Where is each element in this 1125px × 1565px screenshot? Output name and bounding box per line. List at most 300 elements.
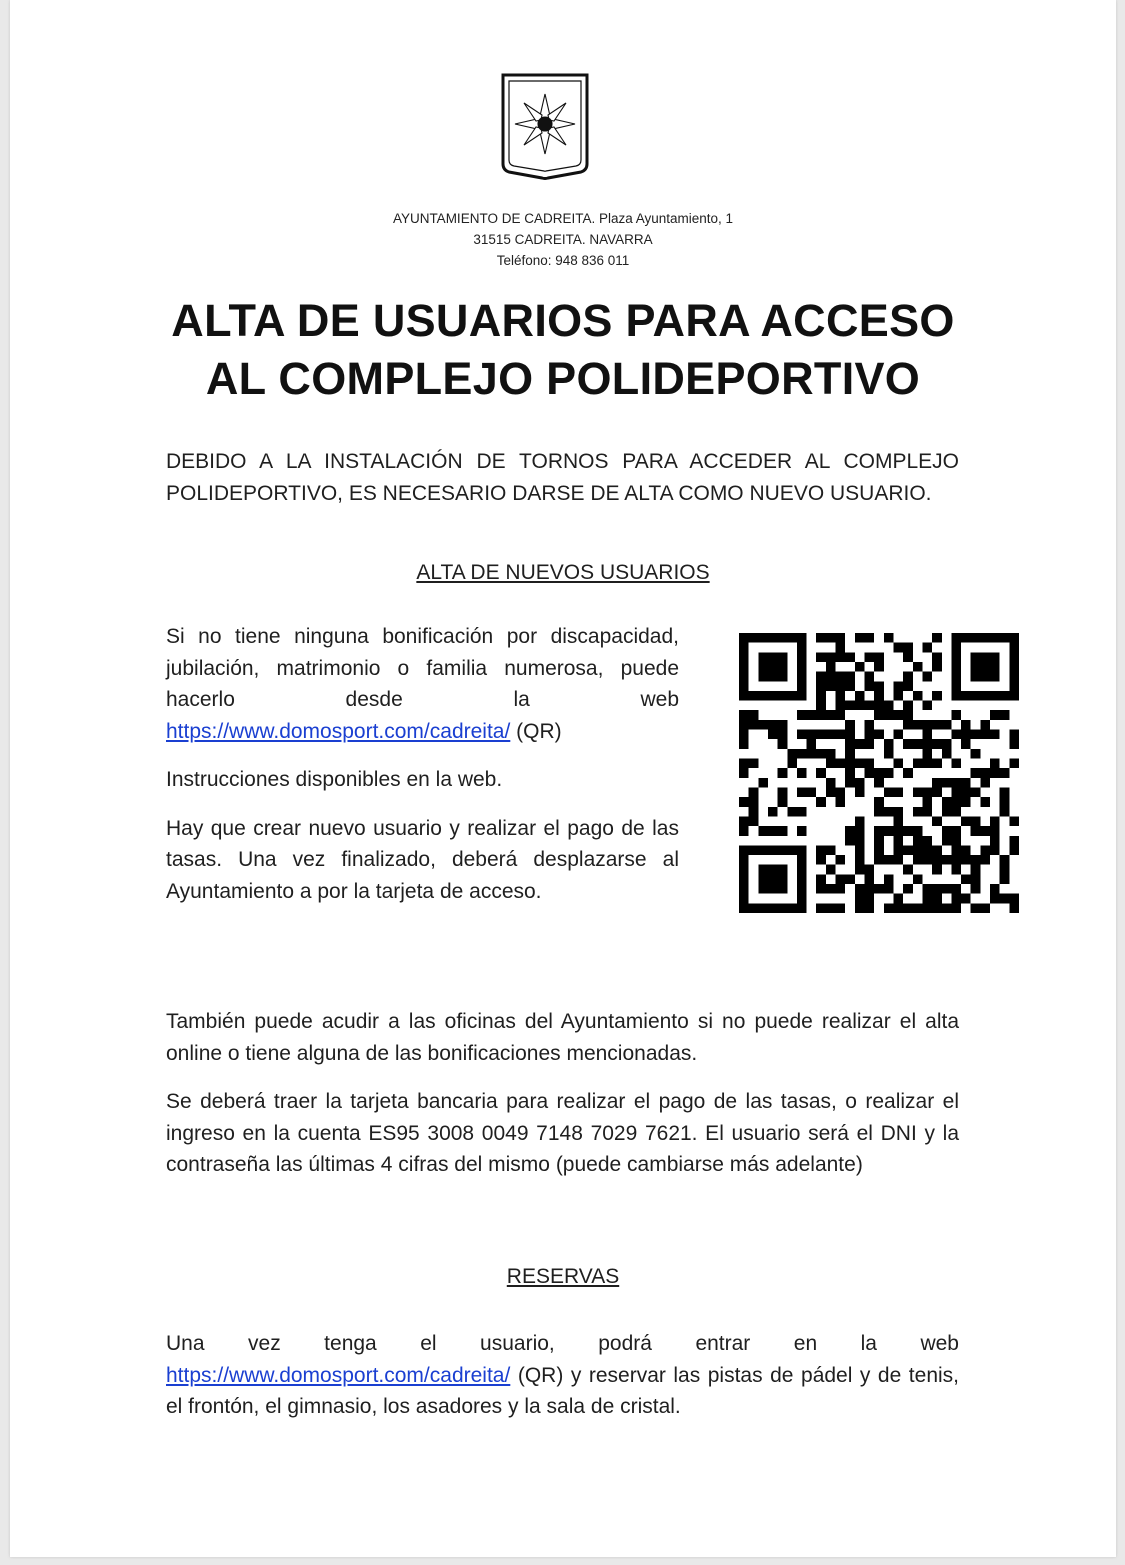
qr-module [874, 730, 884, 740]
qr-module [758, 662, 768, 672]
qr-module [893, 681, 903, 691]
qr-module [836, 730, 846, 740]
qr-module [826, 865, 836, 875]
qr-module [797, 768, 807, 778]
qr-module [855, 903, 865, 913]
qr-module [951, 845, 961, 855]
qr-module [932, 903, 942, 913]
qr-module [758, 720, 768, 730]
qr-module [826, 652, 836, 662]
domosport-reservations-link[interactable]: https://www.domosport.com/cadreita/ [166, 1363, 511, 1387]
qr-module [778, 768, 788, 778]
qr-module [778, 865, 788, 875]
qr-module [980, 691, 990, 701]
qr-module [980, 720, 990, 730]
qr-module [922, 797, 932, 807]
qr-module [971, 787, 981, 797]
intro-text: DEBIDO A LA INSTALACIÓN DE TORNOS PARA ACCEDER AL COMPLEJO POLIDEPORTIVO, ES NECESARIO DARSE DE ALTA COMO NUEVO USUARIO. [166, 450, 959, 505]
qr-module [913, 845, 923, 855]
qr-module [942, 807, 952, 817]
reservations-text: Una vez tenga el usuario, podrá entrar en la web [166, 1332, 959, 1355]
qr-module [951, 672, 961, 682]
qr-module [951, 633, 961, 643]
qr-module [971, 768, 981, 778]
qr-module [845, 759, 855, 769]
qr-module [961, 845, 971, 855]
qr-module [903, 710, 913, 720]
qr-module [922, 720, 932, 730]
section-heading-new-users: ALTA DE NUEVOS USUARIOS [416, 561, 710, 584]
qr-module [903, 643, 913, 653]
qr-module [855, 662, 865, 672]
qr-module [845, 836, 855, 846]
qr-module [758, 874, 768, 884]
qr-module [874, 691, 884, 701]
qr-module [797, 894, 807, 904]
qr-module [797, 730, 807, 740]
qr-module [739, 720, 749, 730]
qr-module [739, 759, 749, 769]
qr-module [855, 836, 865, 846]
qr-module [1009, 759, 1019, 769]
title-line-1: ALTA DE USUARIOS PARA ACCESO [171, 295, 955, 346]
qr-module [758, 865, 768, 875]
qr-module [739, 643, 749, 653]
qr-module [980, 662, 990, 672]
qr-module [855, 855, 865, 865]
qr-module [990, 768, 1000, 778]
qr-module [836, 787, 846, 797]
qr-module [971, 874, 981, 884]
qr-code-icon [739, 633, 1019, 913]
qr-module [836, 681, 846, 691]
qr-module [932, 739, 942, 749]
qr-module [797, 845, 807, 855]
qr-module [845, 701, 855, 711]
qr-module [913, 903, 923, 913]
qr-module [942, 720, 952, 730]
qr-module [874, 797, 884, 807]
qr-module [826, 903, 836, 913]
qr-module [768, 691, 778, 701]
qr-module [758, 903, 768, 913]
qr-module [961, 691, 971, 701]
qr-module [739, 710, 749, 720]
qr-module [990, 662, 1000, 672]
qr-module [971, 865, 981, 875]
qr-module [990, 894, 1000, 904]
qr-module [797, 884, 807, 894]
qr-module [836, 633, 846, 643]
qr-module [942, 903, 952, 913]
qr-module [951, 855, 961, 865]
qr-module [865, 884, 875, 894]
instructions-text: Si no tiene ninguna bonificación por discapacidad, jubilación, matrimonio o familia numerosa, puede hacerlo desde la web [166, 625, 679, 711]
qr-module [932, 884, 942, 894]
qr-module [913, 691, 923, 701]
qr-module [826, 633, 836, 643]
qr-reference-text: (QR) [510, 719, 562, 743]
qr-module [922, 749, 932, 759]
qr-module [739, 826, 749, 836]
qr-module [836, 797, 846, 807]
qr-module [922, 759, 932, 769]
qr-module [865, 759, 875, 769]
qr-module [797, 662, 807, 672]
qr-module [749, 691, 759, 701]
qr-module [845, 720, 855, 730]
qr-module [758, 884, 768, 894]
qr-module [1000, 865, 1010, 875]
qr-module [913, 836, 923, 846]
qr-module [951, 865, 961, 875]
qr-module [1000, 691, 1010, 701]
qr-module [874, 701, 884, 711]
qr-module [951, 691, 961, 701]
qr-module [913, 739, 923, 749]
qr-module [778, 672, 788, 682]
qr-module [797, 749, 807, 759]
qr-module [1009, 836, 1019, 846]
qr-module [932, 787, 942, 797]
qr-module [913, 759, 923, 769]
qr-module [845, 730, 855, 740]
qr-module [855, 787, 865, 797]
qr-module [903, 720, 913, 730]
qr-module [816, 681, 826, 691]
qr-module [980, 778, 990, 788]
qr-module [1000, 874, 1010, 884]
section-heading-reservations: RESERVAS [506, 1265, 620, 1288]
qr-module [1000, 633, 1010, 643]
instructions-paragraph [166, 621, 679, 747]
qr-module [922, 836, 932, 846]
qr-module [865, 894, 875, 904]
title-line-2: AL COMPLEJO POLIDEPORTIVO [205, 353, 921, 404]
qr-module [903, 652, 913, 662]
qr-module [874, 652, 884, 662]
qr-module [971, 855, 981, 865]
qr-module [865, 652, 875, 662]
qr-module [768, 633, 778, 643]
qr-module [739, 865, 749, 875]
qr-module [768, 865, 778, 875]
payment-instructions: Hay que crear nuevo usuario y realizar el pago de las tasas. Una vez finalizado, deberá desplazarse al Ayuntamiento a por la tarjeta de acceso. [166, 816, 679, 903]
qr-module [749, 633, 759, 643]
qr-module [816, 768, 826, 778]
address-line-2: 31515 CADREITA. NAVARRA [473, 232, 653, 247]
qr-module [739, 894, 749, 904]
qr-module [990, 633, 1000, 643]
qr-module [768, 874, 778, 884]
qr-module [971, 730, 981, 740]
qr-module [749, 903, 759, 913]
qr-module [932, 894, 942, 904]
qr-module [768, 662, 778, 672]
qr-module [1009, 681, 1019, 691]
qr-module [749, 720, 759, 730]
qr-module [855, 691, 865, 701]
qr-module [758, 778, 768, 788]
qr-module [865, 720, 875, 730]
qr-module [758, 845, 768, 855]
qr-module [787, 807, 797, 817]
qr-module [758, 691, 768, 701]
qr-module [739, 903, 749, 913]
qr-module [816, 874, 826, 884]
qr-module [874, 855, 884, 865]
qr-module [893, 759, 903, 769]
qr-module [961, 633, 971, 643]
phone-line: Teléfono: 948 836 011 [496, 253, 630, 268]
qr-module [826, 730, 836, 740]
qr-module [739, 691, 749, 701]
qr-module [797, 643, 807, 653]
qr-module [758, 652, 768, 662]
qr-module [922, 884, 932, 894]
qr-module [884, 710, 894, 720]
page-title [10, 292, 1116, 408]
qr-module [836, 884, 846, 894]
qr-module [797, 865, 807, 875]
qr-module [932, 759, 942, 769]
municipal-address [10, 208, 1116, 271]
qr-module [836, 855, 846, 865]
web-instructions-note: Instrucciones disponibles en la web. [166, 768, 503, 791]
qr-module [826, 778, 836, 788]
qr-module [990, 672, 1000, 682]
qr-module [990, 652, 1000, 662]
qr-module [845, 778, 855, 788]
reservations-facilities-text: (QR) y reservar las pistas de pádel y de tenis, el frontón, el gimnasio, los asadores y la sala de cristal. [166, 1363, 959, 1418]
qr-module [961, 797, 971, 807]
qr-module [749, 787, 759, 797]
qr-module [739, 797, 749, 807]
qr-module [980, 855, 990, 865]
qr-module [855, 865, 865, 875]
qr-module [855, 826, 865, 836]
qr-module [1009, 845, 1019, 855]
qr-module [778, 787, 788, 797]
qr-module [826, 662, 836, 672]
qr-module [845, 652, 855, 662]
qr-module [932, 720, 942, 730]
qr-module [816, 884, 826, 894]
qr-module [739, 874, 749, 884]
qr-module [836, 903, 846, 913]
qr-module [961, 730, 971, 740]
qr-module [845, 749, 855, 759]
qr-module [951, 903, 961, 913]
qr-module [1009, 662, 1019, 672]
qr-module [893, 855, 903, 865]
intro-paragraph [166, 446, 959, 526]
qr-module [1009, 672, 1019, 682]
qr-module [942, 778, 952, 788]
qr-module [961, 720, 971, 730]
qr-module [778, 739, 788, 749]
qr-module [787, 759, 797, 769]
qr-module [990, 845, 1000, 855]
qr-module [855, 816, 865, 826]
qr-module [874, 807, 884, 817]
qr-module [816, 749, 826, 759]
qr-module [797, 691, 807, 701]
qr-module [768, 672, 778, 682]
qr-module [787, 691, 797, 701]
qr-module [980, 633, 990, 643]
qr-module [893, 691, 903, 701]
qr-module [903, 884, 913, 894]
qr-module [932, 633, 942, 643]
qr-module [893, 894, 903, 904]
qr-module [865, 672, 875, 682]
qr-module [845, 739, 855, 749]
qr-module [739, 816, 749, 826]
reservations-section [166, 1328, 959, 1440]
municipal-crest-icon [500, 72, 590, 180]
qr-module [990, 884, 1000, 894]
qr-module [826, 884, 836, 894]
qr-module [865, 768, 875, 778]
qr-module [749, 845, 759, 855]
qr-module [787, 845, 797, 855]
qr-module [913, 787, 923, 797]
qr-module [903, 826, 913, 836]
qr-module [778, 874, 788, 884]
qr-module [797, 710, 807, 720]
qr-module [961, 778, 971, 788]
qr-module [884, 807, 894, 817]
qr-module [826, 681, 836, 691]
qr-module [884, 826, 894, 836]
qr-module [913, 807, 923, 817]
qr-module [951, 807, 961, 817]
qr-module [893, 730, 903, 740]
qr-module [807, 739, 817, 749]
qr-module [797, 826, 807, 836]
qr-module [1009, 643, 1019, 653]
qr-module [739, 633, 749, 643]
qr-module [990, 826, 1000, 836]
qr-module [990, 836, 1000, 846]
domosport-link[interactable]: https://www.domosport.com/cadreita/ [166, 719, 511, 743]
qr-module [884, 903, 894, 913]
qr-module [739, 662, 749, 672]
qr-module [816, 730, 826, 740]
qr-module [932, 778, 942, 788]
qr-module [942, 884, 952, 894]
qr-module [951, 894, 961, 904]
qr-module [903, 672, 913, 682]
qr-module [807, 787, 817, 797]
qr-module [971, 903, 981, 913]
qr-module [797, 874, 807, 884]
qr-module [932, 816, 942, 826]
qr-module [951, 884, 961, 894]
qr-module [980, 797, 990, 807]
qr-module [951, 643, 961, 653]
qr-module [826, 749, 836, 759]
qr-module [749, 759, 759, 769]
new-users-instructions [166, 621, 679, 924]
qr-module [855, 701, 865, 711]
qr-module [884, 787, 894, 797]
qr-module [855, 845, 865, 855]
qr-module [893, 826, 903, 836]
qr-module [1009, 894, 1019, 904]
qr-module [845, 681, 855, 691]
qr-module [874, 710, 884, 720]
qr-module [797, 633, 807, 643]
qr-module [845, 826, 855, 836]
qr-module [913, 720, 923, 730]
qr-module [826, 845, 836, 855]
qr-module [1009, 691, 1019, 701]
qr-module [942, 749, 952, 759]
qr-module [865, 701, 875, 711]
qr-module [884, 739, 894, 749]
qr-module [961, 894, 971, 904]
qr-module [778, 826, 788, 836]
qr-module [797, 855, 807, 865]
qr-module [739, 855, 749, 865]
qr-module [826, 710, 836, 720]
qr-module [942, 826, 952, 836]
qr-module [874, 884, 884, 894]
qr-module [865, 730, 875, 740]
qr-module [855, 778, 865, 788]
qr-module [1009, 816, 1019, 826]
qr-module [845, 874, 855, 884]
qr-module [980, 730, 990, 740]
qr-module [778, 884, 788, 894]
qr-module [836, 710, 846, 720]
qr-module [874, 826, 884, 836]
qr-module [758, 826, 768, 836]
qr-module [903, 701, 913, 711]
qr-module [865, 903, 875, 913]
qr-module [739, 739, 749, 749]
qr-module [1000, 710, 1010, 720]
qr-module [739, 884, 749, 894]
qr-module [903, 865, 913, 875]
qr-module [913, 874, 923, 884]
qr-module [816, 855, 826, 865]
qr-module [836, 672, 846, 682]
qr-module [855, 739, 865, 749]
qr-module [961, 739, 971, 749]
qr-module [913, 855, 923, 865]
qr-module [739, 652, 749, 662]
qr-module [951, 730, 961, 740]
qr-module [951, 662, 961, 672]
qr-module [807, 730, 817, 740]
qr-module [893, 643, 903, 653]
qr-module [1000, 855, 1010, 865]
qr-module [1009, 652, 1019, 662]
qr-module [845, 768, 855, 778]
qr-module [778, 845, 788, 855]
qr-module [990, 730, 1000, 740]
qr-module [816, 633, 826, 643]
qr-module [768, 730, 778, 740]
qr-module [971, 826, 981, 836]
qr-module [739, 672, 749, 682]
qr-module [961, 787, 971, 797]
qr-module [874, 681, 884, 691]
qr-module [951, 826, 961, 836]
